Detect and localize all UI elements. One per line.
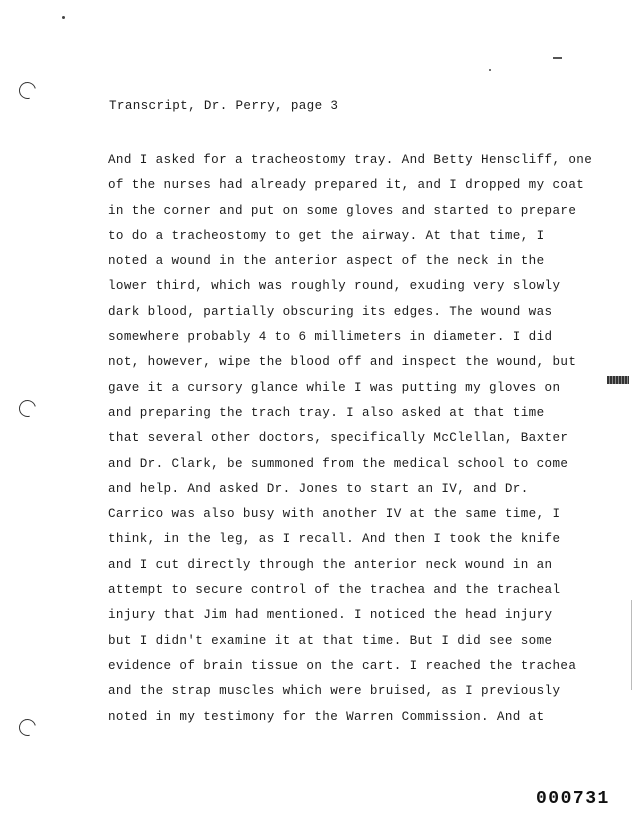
transcript-body <box>108 148 593 730</box>
transcript-line: evidence of brain tissue on the cart. I reached the trachea <box>108 658 577 673</box>
scan-dash <box>553 57 562 59</box>
scan-speck <box>62 16 65 19</box>
transcript-line: noted a wound in the anterior aspect of the neck in the <box>108 254 545 269</box>
binder-hole-top <box>16 79 39 102</box>
transcript-line: in the corner and put on some gloves and started to prepare <box>108 203 577 218</box>
page-number: 000731 <box>536 789 610 809</box>
transcript-line: not, however, wipe the blood off and inspect the wound, but <box>108 355 577 370</box>
transcript-line: noted in my testimony for the Warren Commission. And at <box>108 709 545 724</box>
transcript-line: dark blood, partially obscuring its edges. The wound was <box>108 304 553 319</box>
binder-hole-bottom <box>16 716 39 739</box>
transcript-line: injury that Jim had mentioned. I noticed the head injury <box>108 608 553 623</box>
binder-hole-middle <box>16 397 39 420</box>
transcript-line: attempt to secure control of the trachea and the tracheal <box>108 583 561 598</box>
transcript-line: of the nurses had already prepared it, and I dropped my coat <box>108 178 585 193</box>
transcript-line: to do a tracheostomy to get the airway. At that time, I <box>108 228 545 243</box>
scan-edge-line <box>631 600 632 690</box>
transcript-line: gave it a cursory glance while I was putting my gloves on <box>108 380 561 395</box>
transcript-line: think, in the leg, as I recall. And then I took the knife <box>108 532 561 547</box>
document-header: Transcript, Dr. Perry, page 3 <box>109 99 339 113</box>
transcript-line: and I cut directly through the anterior neck wound in an <box>108 557 553 572</box>
transcript-line: Carrico was also busy with another IV at the same time, I <box>108 507 561 522</box>
transcript-line: that several other doctors, specifically McClellan, Baxter <box>108 431 569 446</box>
scan-speck <box>489 69 491 71</box>
transcript-line: somewhere probably 4 to 6 millimeters in diameter. I did <box>108 330 553 345</box>
transcript-line: but I didn't examine it at that time. But I did see some <box>108 633 553 648</box>
transcript-line: And I asked for a tracheostomy tray. And Betty Henscliff, one <box>108 153 593 167</box>
scan-smudge <box>607 376 629 384</box>
transcript-line: and help. And asked Dr. Jones to start an IV, and Dr. <box>108 481 529 496</box>
transcript-line: lower third, which was roughly round, exuding very slowly <box>108 279 561 294</box>
transcript-line: and preparing the trach tray. I also asked at that time <box>108 405 545 420</box>
transcript-line: and the strap muscles which were bruised, as I previously <box>108 684 561 699</box>
transcript-line: and Dr. Clark, be summoned from the medical school to come <box>108 456 569 471</box>
